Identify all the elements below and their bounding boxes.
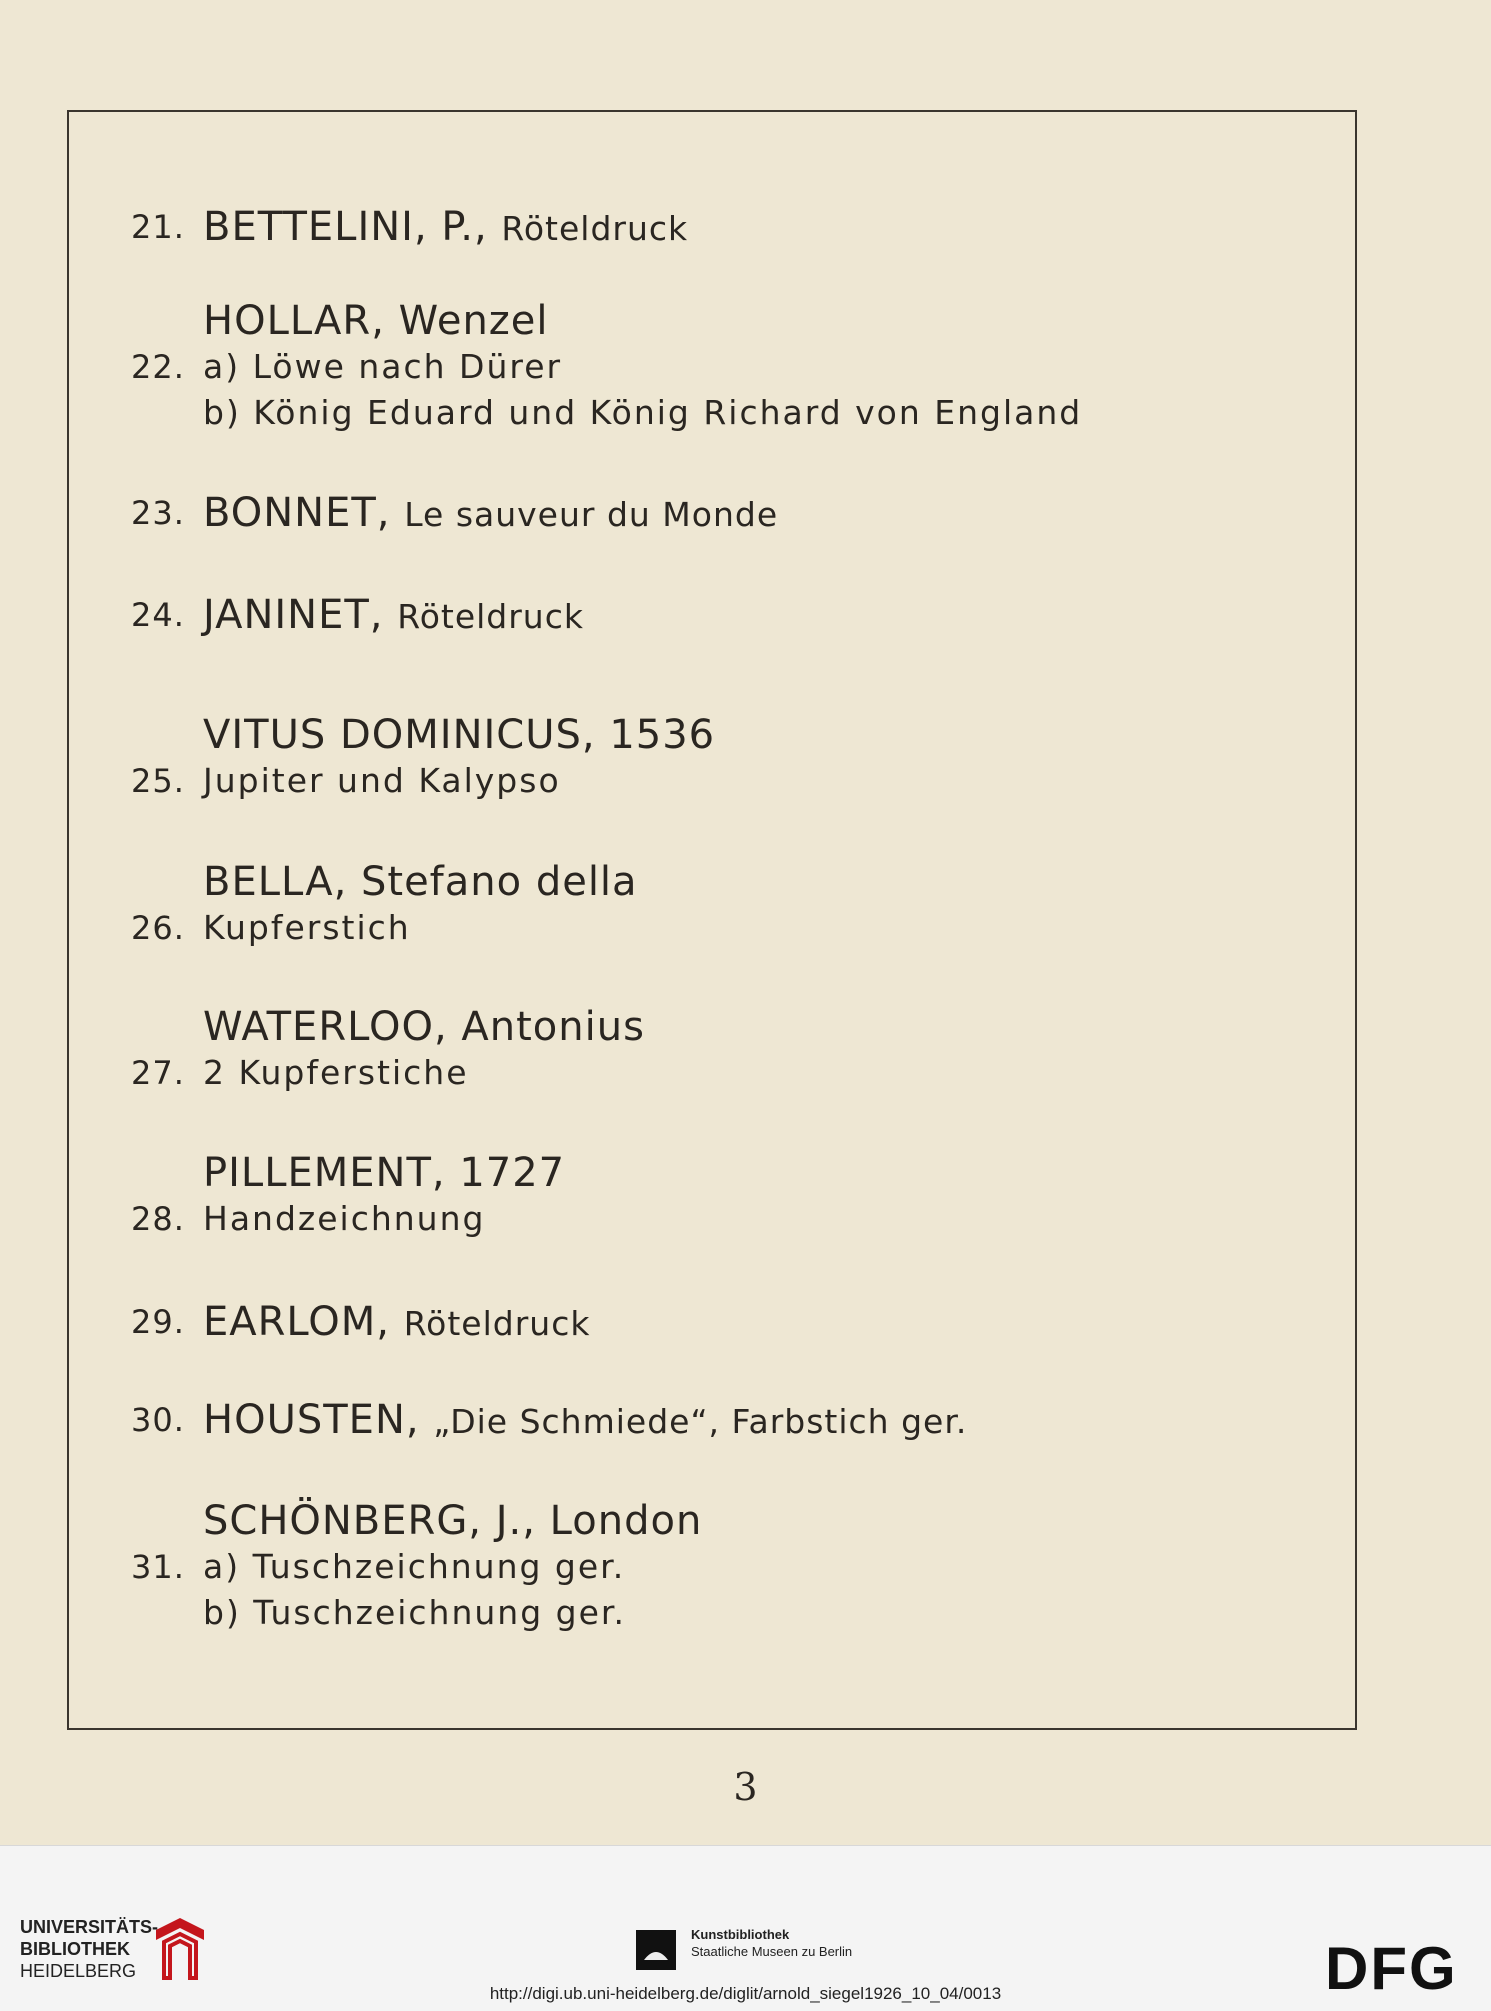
catalog-entry-22 xyxy=(69,298,1269,436)
artist-name: BETTELINI, P., xyxy=(203,204,488,250)
artist-name: BELLA, Stefano della xyxy=(203,859,638,905)
entry-item: Handzeichnung xyxy=(203,1199,486,1238)
viewer-footer xyxy=(0,1845,1491,2011)
catalog-entry-28 xyxy=(69,1150,1269,1242)
catalog-entry-29 xyxy=(69,1299,1269,1345)
catalog-entry-31 xyxy=(69,1498,1269,1636)
entry-number: 30. xyxy=(131,1401,185,1439)
entry-number: 28. xyxy=(131,1200,185,1238)
entry-number: 25. xyxy=(131,762,185,800)
artist-name: WATERLOO, Antonius xyxy=(203,1004,645,1050)
ub-logo-line: HEIDELBERG xyxy=(20,1961,137,1981)
artist-name: JANINET, xyxy=(203,592,384,638)
kunstbibliothek-icon xyxy=(636,1930,676,1970)
entry-heading xyxy=(203,592,584,640)
entry-description: Röteldruck xyxy=(397,597,584,636)
entry-heading xyxy=(203,490,778,538)
entry-item: b) Tuschzeichnung ger. xyxy=(203,1593,626,1632)
ub-heidelberg-icon xyxy=(150,1916,210,1982)
entry-number: 31. xyxy=(131,1548,185,1586)
catalog-entry-26 xyxy=(69,859,1269,951)
permalink-url[interactable]: http://digi.ub.uni-heidelberg.de/diglit/arnold_siegel1926_10_04/0013 xyxy=(489,1984,1002,2003)
artist-name: VITUS DOMINICUS, 1536 xyxy=(203,712,716,758)
catalog-entry-25 xyxy=(69,712,1269,804)
catalog-entry-24 xyxy=(69,592,1269,638)
entry-number: 29. xyxy=(131,1303,185,1341)
entry-description: „Die Schmiede“, Farbstich ger. xyxy=(433,1402,968,1441)
artist-name: SCHÖNBERG, J., London xyxy=(203,1498,703,1544)
catalog-entry-27 xyxy=(69,1004,1269,1096)
ub-heidelberg-logo[interactable] xyxy=(20,1916,158,1982)
artist-name: PILLEMENT, 1727 xyxy=(203,1150,566,1196)
catalog-entry-30 xyxy=(69,1397,1269,1443)
kb-line: Kunstbibliothek xyxy=(691,1927,790,1942)
entry-number: 21. xyxy=(131,208,185,246)
entry-item: b) König Eduard und König Richard von England xyxy=(203,393,1083,432)
artist-name: HOUSTEN, xyxy=(203,1397,420,1443)
catalog-frame xyxy=(67,110,1357,1730)
ub-logo-line: BIBLIOTHEK xyxy=(20,1939,130,1959)
entry-item: Kupferstich xyxy=(203,908,411,947)
entry-item: 2 Kupferstiche xyxy=(203,1053,469,1092)
catalog-entry-23 xyxy=(69,490,1269,536)
entry-item: a) Tuschzeichnung ger. xyxy=(203,1547,626,1586)
entry-number: 23. xyxy=(131,494,185,532)
catalog-entry-21 xyxy=(69,204,1269,250)
entry-number: 26. xyxy=(131,909,185,947)
ub-logo-line: UNIVERSITÄTS- xyxy=(20,1917,159,1937)
entry-description: Röteldruck xyxy=(501,209,689,248)
artist-name: EARLOM, xyxy=(203,1299,390,1345)
kb-line: Staatliche Museen zu Berlin xyxy=(691,1944,853,1959)
kunstbibliothek-text xyxy=(691,1926,852,1960)
entry-description: Röteldruck xyxy=(403,1304,591,1343)
page-number: 3 xyxy=(733,1765,758,1809)
entry-item: a) Löwe nach Dürer xyxy=(203,347,563,386)
artist-name: BONNET, xyxy=(203,490,391,536)
entry-item: Jupiter und Kalypso xyxy=(203,761,561,800)
entry-number: 27. xyxy=(131,1054,185,1092)
entry-number: 22. xyxy=(131,348,185,386)
entry-description: Le sauveur du Monde xyxy=(404,495,779,534)
artist-name: HOLLAR, Wenzel xyxy=(203,298,549,344)
entry-heading xyxy=(203,204,688,252)
entry-heading xyxy=(203,1299,590,1347)
entry-number: 24. xyxy=(131,596,185,634)
entry-heading xyxy=(203,1397,967,1445)
dfg-logo[interactable]: DFG xyxy=(1325,1935,1458,2002)
